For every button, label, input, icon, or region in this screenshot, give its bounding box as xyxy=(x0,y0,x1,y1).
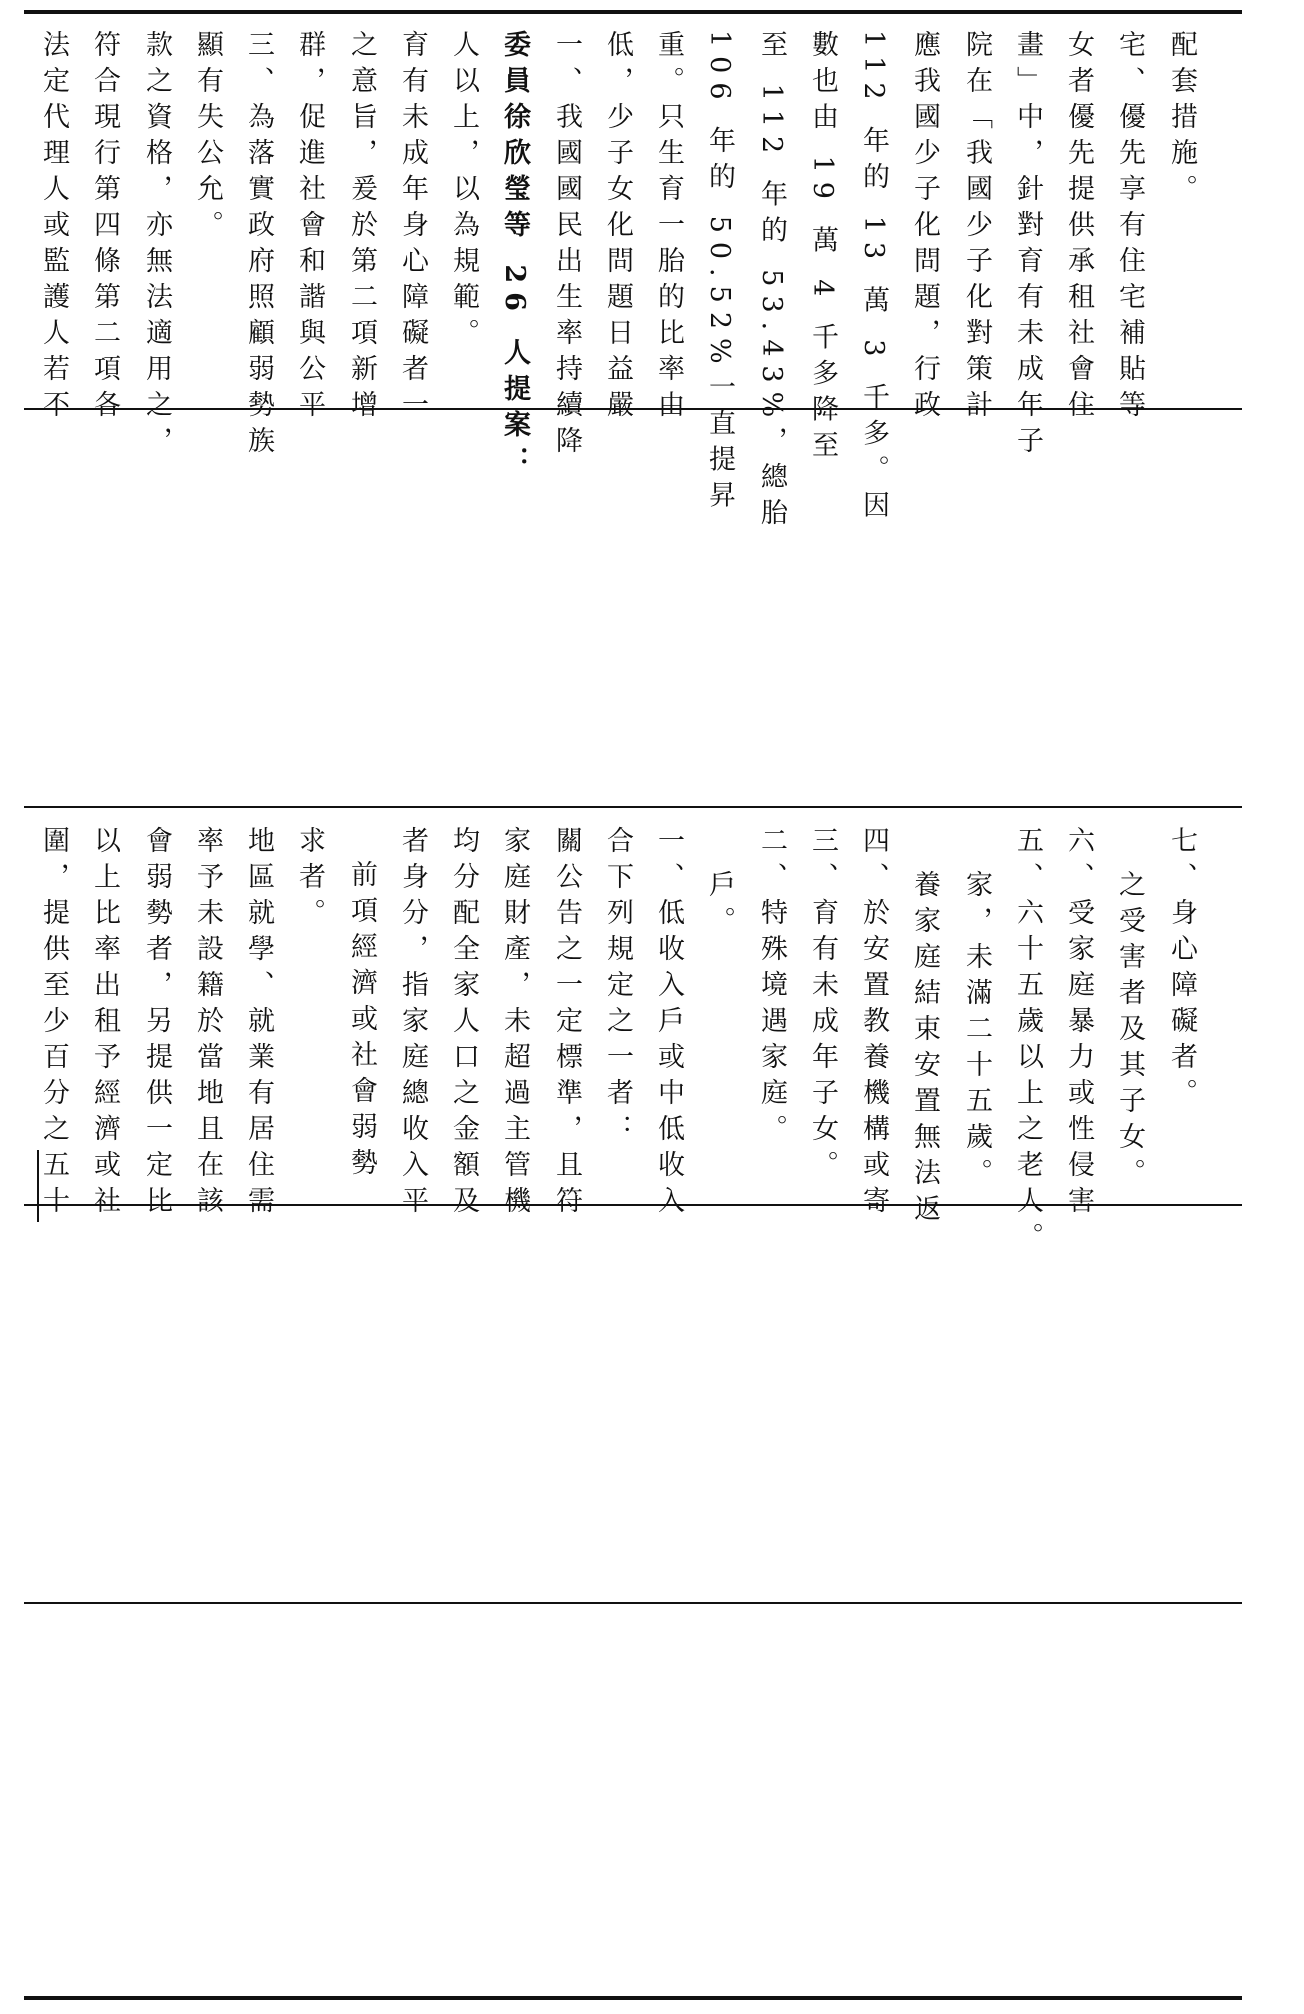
text-line: 二、特殊境遇家庭。 xyxy=(756,826,787,1150)
underlined-text: 五十 xyxy=(38,1150,69,1222)
text-line: 三、育有未成年子女。 xyxy=(807,826,838,1186)
text-line: 者身分，指家庭總收入平 xyxy=(397,826,428,1222)
text-line: 低，少子女化問題日益嚴 xyxy=(602,30,633,426)
text-line: 院在「我國少子化對策計 xyxy=(961,30,992,426)
text-line: 款之資格，亦無法適用之， xyxy=(141,30,172,462)
text-line: 重。只生育一胎的比率由 xyxy=(653,30,684,426)
text-line: 宅、優先享有住宅補貼等 xyxy=(1114,30,1145,426)
top-border xyxy=(24,10,1242,14)
section-divider-2 xyxy=(24,806,1242,808)
text-line: 畫」中，針對育有未成年子 xyxy=(1012,30,1043,462)
text-line: 七、身心障礙者。 xyxy=(1166,826,1197,1114)
text-line: 應我國少子化問題，行政 xyxy=(909,30,940,426)
text-line: 六、受家庭暴力或性侵害 xyxy=(1063,826,1094,1222)
text-line xyxy=(40,826,67,1222)
section-divider-1 xyxy=(24,408,1242,410)
text-line: 顯有失公允。 xyxy=(192,30,223,246)
text-line: 配套措施。 xyxy=(1166,30,1197,210)
text-line: 112 年的 13 萬 3 千多。因 xyxy=(858,30,889,527)
text-line: 群，促進社會和諧與公平 xyxy=(294,30,325,426)
text-line: 地區就學、就業有居住需 xyxy=(243,826,274,1222)
proposal-heading: 委員徐欣瑩等 26 人提案： xyxy=(499,30,530,483)
text-line: 合下列規定之一者： xyxy=(602,826,633,1150)
text-line: 育有未成年身心障礙者一 xyxy=(397,30,428,426)
text-line: 率予未設籍於當地且在該 xyxy=(192,826,223,1222)
text-line: 之受害者及其子女。 xyxy=(1114,870,1145,1194)
text-line: 一、低收入戶或中低收入 xyxy=(653,826,684,1222)
text-line: 法定代理人或監護人若不 xyxy=(38,30,69,426)
text-line: 求者。 xyxy=(294,826,325,934)
section-divider-4 xyxy=(24,1602,1242,1604)
text-line: 106 年的 50.52%一直提昇 xyxy=(704,30,735,517)
text-line: 關公告之一定標準，且符 xyxy=(551,826,582,1222)
text-line: 至 112 年的 53.43%，總胎 xyxy=(756,30,787,535)
text-line: 符合現行第四條第二項各 xyxy=(89,30,120,426)
text-line: 四、於安置教養機構或寄 xyxy=(858,826,889,1222)
text-line: 會弱勢者，另提供一定比 xyxy=(141,826,172,1222)
text-line: 前項經濟或社會弱勢 xyxy=(346,860,377,1184)
text-line: 三、為落實政府照顧弱勢族 xyxy=(243,30,274,462)
text-line: 之意旨，爰於第二項新增 xyxy=(346,30,377,426)
text-line: 均分配全家人口之金額及 xyxy=(448,826,479,1222)
text-line: 以上比率出租予經濟或社 xyxy=(89,826,120,1222)
bottom-border xyxy=(24,1996,1242,2000)
text-line: 一、我國國民出生率持續降 xyxy=(551,30,582,462)
text-line: 家，未滿二十五歲。 xyxy=(961,870,992,1194)
text-line: 人以上，以為規範。 xyxy=(448,30,479,354)
text-line: 家庭財產，未超過主管機 xyxy=(499,826,530,1222)
text-line: 養家庭結束安置無法返 xyxy=(909,870,940,1230)
text-line: 五、六十五歲以上之老人。 xyxy=(1012,826,1043,1258)
text-line: 數也由 19 萬 4 千多降至 xyxy=(807,30,838,467)
text-line: 女者優先提供承租社會住 xyxy=(1063,30,1094,426)
text-fragment: 圍，提供至少百分之 xyxy=(38,826,69,1150)
text-line: 戶。 xyxy=(704,870,735,942)
